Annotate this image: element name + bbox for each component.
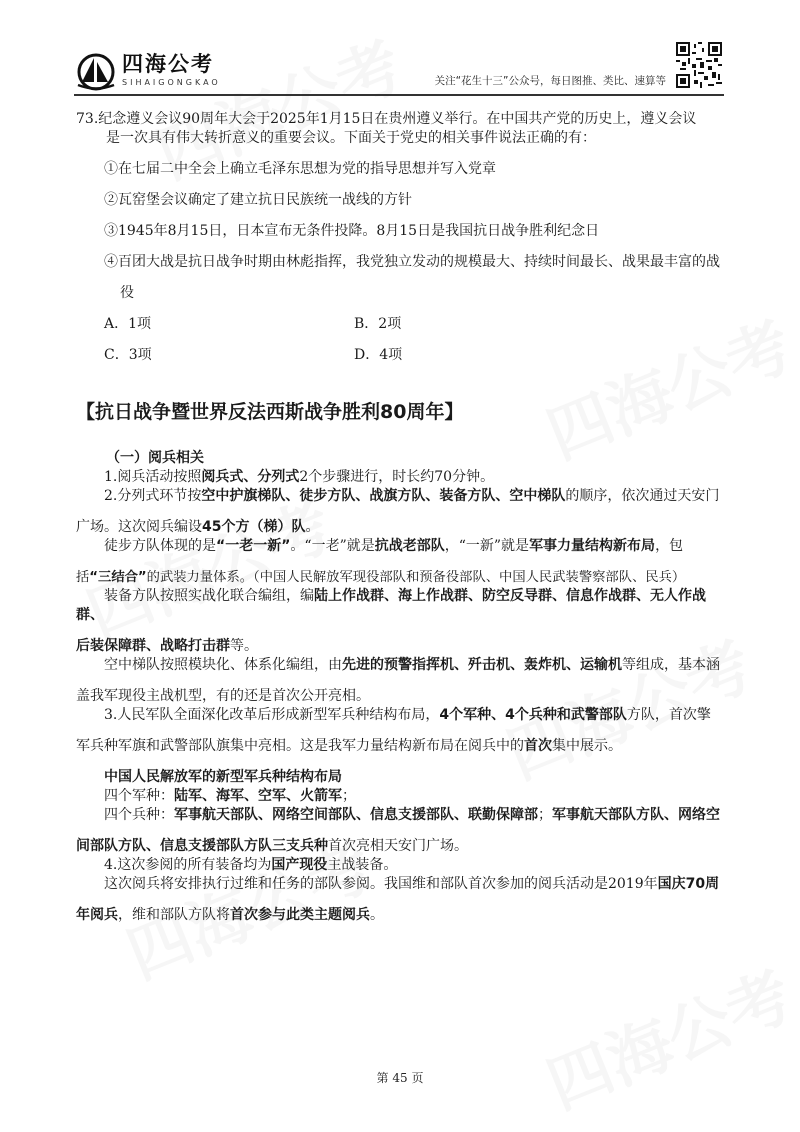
paragraph-8	[76, 875, 732, 894]
paragraph-3	[76, 537, 732, 556]
text: 徒步方队体现的是	[104, 538, 216, 554]
brand	[122, 52, 221, 88]
bold-text: 陆军、海军、空军、火箭军	[174, 788, 342, 804]
choice-d: D．4项	[354, 347, 403, 363]
paragraph-1	[76, 468, 732, 487]
bold-text: 抗战老部队	[374, 538, 445, 554]
paragraph-2	[76, 487, 732, 506]
choice-c: C．3项	[104, 347, 152, 363]
statement-2: ②瓦窑堡会议确定了建立抗日民族统一战线的方针	[104, 192, 412, 208]
question-stem	[76, 110, 732, 148]
text: 的顺序，依次通过天安门	[565, 488, 720, 504]
choice-row-2	[76, 346, 732, 365]
text: 。	[305, 519, 320, 535]
paragraph-4-continued	[76, 637, 732, 656]
text: 1.阅兵活动按照	[104, 469, 202, 485]
branches-line-continued	[76, 837, 732, 856]
question-stem-line-2: 是一次具有伟大转折意义的重要会议。下面关于党史的相关事件说法正确的有：	[106, 130, 596, 146]
bold-text: 空中护旗梯队、徒步方队、战旗方队、装备方队、空中梯队	[201, 488, 566, 504]
text: 方队，首次擎	[626, 707, 711, 723]
text: 2个步骤进行，时长约70分钟。	[299, 469, 495, 485]
statement-4-continued: 役	[120, 285, 134, 301]
text: 2.分列式环节按	[104, 488, 202, 504]
choice-a: A．1项	[104, 316, 152, 332]
branches-line	[76, 806, 732, 825]
text: 。“一老”就是	[290, 538, 375, 554]
text: 空中梯队按照模块化、体系化编组，由	[104, 657, 342, 673]
bold-text: “一老一新”	[216, 538, 291, 554]
choice-b: B．2项	[354, 316, 402, 332]
structure-title: 中国人民解放军的新型军兵种结构布局	[104, 769, 342, 785]
text: 这次阅兵将安排执行过维和任务的部队参阅。我国维和部队首次参加的阅兵活动是2019年	[104, 876, 658, 892]
bold-text: 首次参与此类主题阅兵	[230, 907, 370, 923]
bold-text: 军事航天部队、网络空间部队、信息支援部队、联勤保障部	[174, 807, 538, 823]
paragraph-8-continued	[76, 906, 732, 925]
bold-text: 间部队方队、信息支援部队方队三支兵种	[76, 838, 328, 854]
text: ；	[538, 807, 552, 823]
text: ；	[342, 788, 356, 804]
header-slogan: 关注“花生十三”公众号，每日图推、类比、速算等	[434, 75, 666, 87]
bold-text: 4个军种、4个兵种和武警部队	[439, 707, 627, 723]
services-line	[76, 787, 732, 806]
text: 等组成，基本涵	[622, 657, 720, 673]
text: 首次亮相天安门广场。	[328, 838, 468, 854]
paragraph-3-continued	[76, 568, 732, 587]
header-divider	[74, 94, 724, 96]
paragraph-4	[76, 587, 732, 625]
statement-1: ①在七届二中全会上确立毛泽东思想为党的指导思想并写入党章	[104, 161, 496, 177]
text: 3.人民军队全面深化改革后形成新型军兵种结构布局，	[104, 707, 440, 723]
text: 集中展示。	[552, 738, 622, 754]
paragraph-6-continued	[76, 737, 732, 756]
question-stem-line-1: 纪念遵义会议90周年大会于2025年1月15日在贵州遵义举行。在中国共产党的历史上，遵义会议	[98, 111, 697, 127]
bold-text: 年阅兵	[76, 907, 118, 923]
bold-text: 先进的预警指挥机、歼击机、轰炸机、运输机	[342, 657, 622, 673]
statement-4: ④百团大战是抗日战争时期由林彪指挥，我党独立发动的规模最大、持续时间最长、战果最丰富的战	[104, 254, 720, 270]
bold-text: 45个方（梯）队	[202, 519, 306, 535]
paragraph-5	[76, 656, 732, 675]
brand-name: 四海公考	[122, 52, 214, 76]
text: 军兵种军旗和武警部队旗集中亮相。这是我军力量结构新布局在阅兵中的	[76, 738, 524, 754]
bold-text: “三结合”	[89, 570, 147, 585]
text: 主战装备。	[327, 857, 398, 873]
section-title: 【抗日战争暨世界反法西斯战争胜利80周年】	[76, 401, 464, 423]
section-subtitle: （一）阅兵相关	[106, 450, 204, 466]
bold-text: 军事航天部队方队、网络空	[552, 807, 720, 823]
text: ，“一新”就是	[444, 538, 530, 554]
text: ，包	[655, 538, 684, 554]
text: 广场。这次阅兵编设	[76, 519, 202, 535]
page-header	[0, 0, 800, 104]
bold-text: 国产现役	[271, 857, 328, 873]
text: 等。	[230, 638, 258, 654]
watermark	[532, 945, 800, 1126]
text: 4.这次参阅的所有装备均为	[104, 857, 272, 873]
paragraph-6	[76, 706, 732, 725]
text: 四个兵种：	[104, 807, 174, 823]
choice-row-1	[76, 315, 732, 334]
page-content	[76, 110, 732, 925]
text: 四个军种：	[104, 788, 174, 804]
text: 装备方队按照实战化联合编组，编	[104, 588, 314, 604]
question-number: 73.	[76, 111, 99, 127]
paragraph-7	[76, 856, 732, 875]
paragraph-2-continued	[76, 518, 732, 537]
bold-text: 军事力量结构新布局	[529, 538, 656, 554]
bold-text: 后装保障群、战略打击群	[76, 638, 230, 654]
question-73	[76, 110, 732, 365]
qr-code-icon	[676, 42, 722, 88]
text: 括	[76, 570, 90, 585]
brand-pinyin: SIHAIGONGKAO	[122, 78, 221, 87]
text: ，维和部队方队将	[118, 907, 230, 923]
bold-text: 陆上作战群、海上作战群、防空反导群、信息作战群、无人作战群、	[76, 588, 706, 623]
page-number: 第 45 页	[376, 1071, 424, 1085]
bold-text: 阅兵式、分列式	[201, 469, 300, 485]
paragraph-5-continued: 盖我军现役主战机型，有的还是首次公开亮相。	[76, 688, 370, 704]
text: 。	[370, 907, 384, 923]
bold-text: 首次	[524, 738, 552, 754]
sailboat-logo-icon	[74, 52, 118, 92]
text: 的武装力量体系。（中国人民解放军现役部队和预备役部队、中国人民武装警察部队、民兵）	[146, 570, 686, 585]
statement-3: ③1945年8月15日，日本宣布无条件投降。8月15日是我国抗日战争胜利纪念日	[104, 223, 600, 239]
bold-text: 国庆70周	[657, 876, 720, 892]
